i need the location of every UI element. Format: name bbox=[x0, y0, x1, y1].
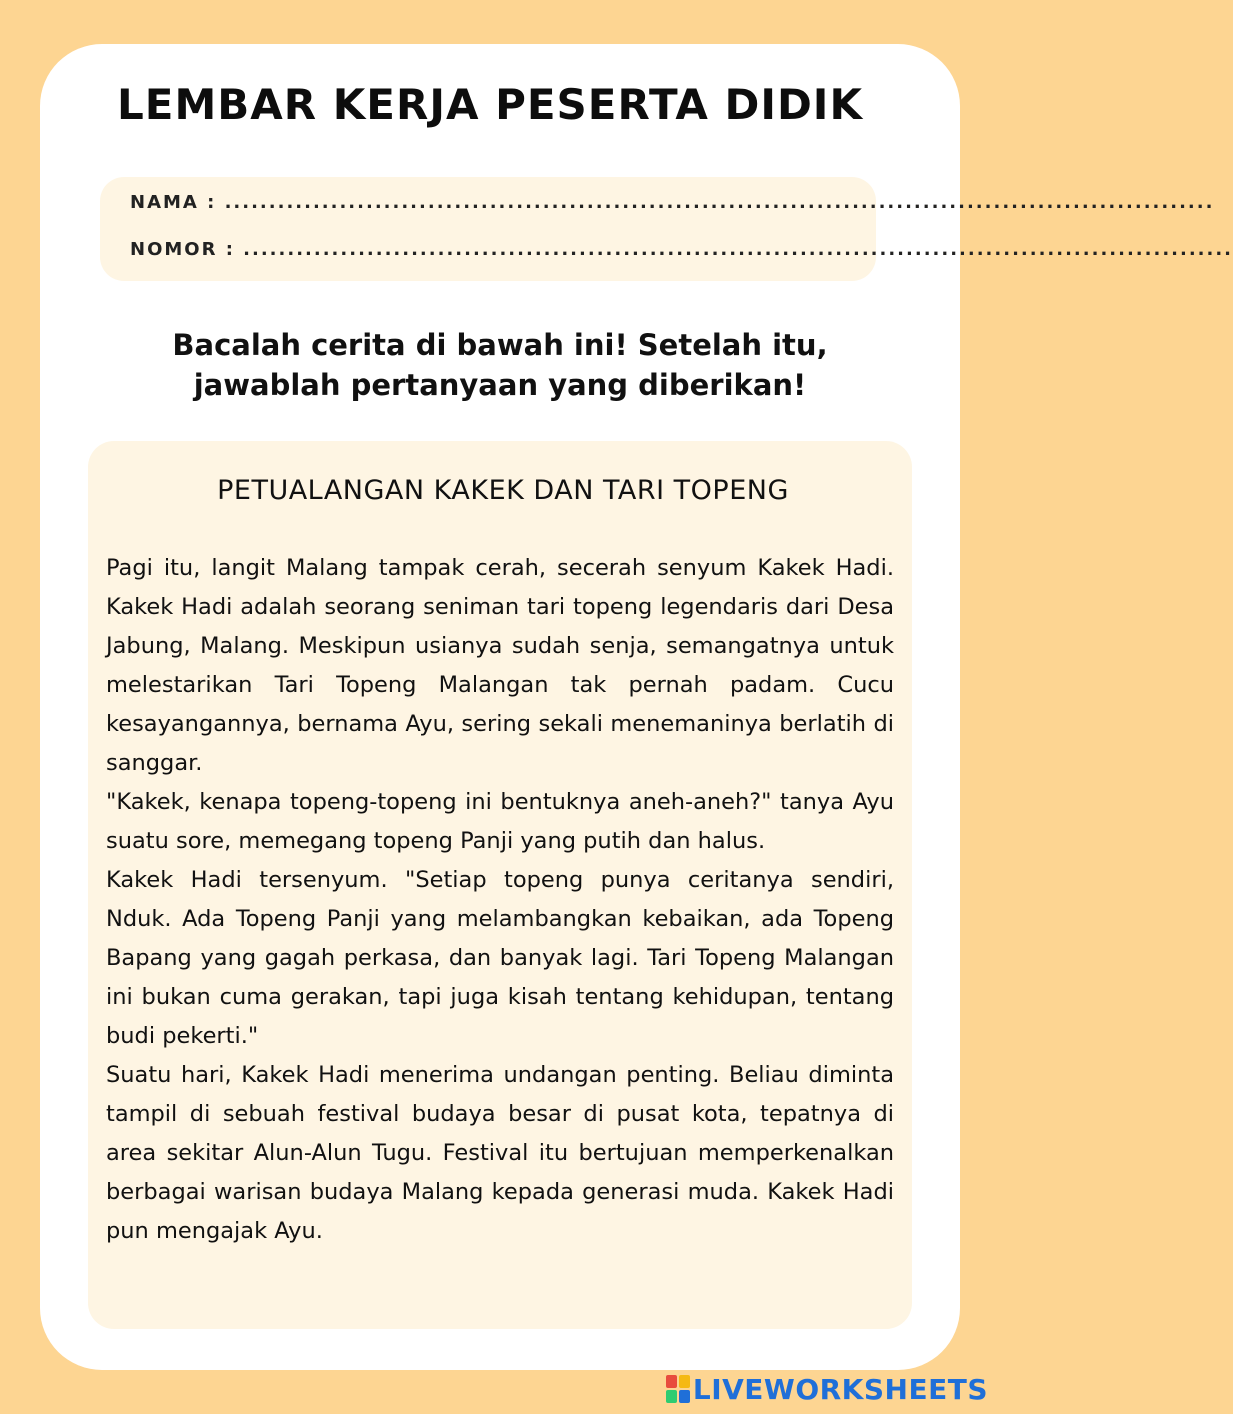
story-paragraph: Kakek Hadi tersenyum. "Setiap topeng punya ceritanya sendiri, Nduk. Ada Topeng Panji yang melambangkan kebaikan, ada Topeng Bapang yang gagah perkasa, dan banyak lagi. Tari Topeng Malangan ini bukan cuma gerakan, tapi juga kisah tentang kehidupan, tentang budi pekerti." bbox=[106, 867, 894, 1049]
liveworksheets-brand bbox=[666, 1372, 988, 1406]
number-dotted-line: ................................................................................................................ bbox=[243, 239, 1233, 260]
name-field[interactable] bbox=[130, 188, 1215, 218]
brand-name: LIVEWORKSHEETS bbox=[692, 1372, 988, 1406]
number-field[interactable] bbox=[130, 235, 1233, 265]
instruction-text: Bacalah cerita di bawah ini! Setelah itu, jawablah pertanyaan yang diberikan! bbox=[172, 328, 828, 402]
student-info-box bbox=[100, 177, 1233, 281]
name-dotted-line: ................................................................................................................ bbox=[224, 192, 1215, 213]
page-title: LEMBAR KERJA PESERTA DIDIK bbox=[117, 80, 863, 129]
story-paragraph: "Kakek, kenapa topeng-topeng ini bentuknya aneh-aneh?" tanya Ayu suatu sore, memegang topeng Panji yang putih dan halus. bbox=[106, 789, 894, 854]
number-label: NOMOR : bbox=[130, 239, 244, 260]
story-title: PETUALANGAN KAKEK DAN TARI TOPENG bbox=[217, 475, 789, 506]
story-paragraph: Pagi itu, langit Malang tampak cerah, secerah senyum Kakek Hadi. Kakek Hadi adalah seorang seniman tari topeng legendaris dari Desa Jabung, Malang. Meskipun usianya sudah senja, semangatnya untuk melestarikan Tari Topeng Malangan tak pernah padam. Cucu kesayangannya, bernama Ayu, sering sekali menemaninya berlatih di sanggar. bbox=[106, 555, 894, 776]
story-body bbox=[106, 549, 894, 1251]
story-box bbox=[88, 441, 912, 1329]
story-paragraph: Suatu hari, Kakek Hadi menerima undangan penting. Beliau diminta tampil di sebuah festival budaya besar di pusat kota, tepatnya di area sekitar Alun-Alun Tugu. Festival itu bertujuan memperkenalkan berbagai warisan budaya Malang kepada generasi muda. Kakek Hadi pun mengajak Ayu. bbox=[106, 1062, 894, 1244]
liveworksheets-logo-icon bbox=[666, 1375, 690, 1403]
name-label: NAMA : bbox=[130, 192, 225, 213]
